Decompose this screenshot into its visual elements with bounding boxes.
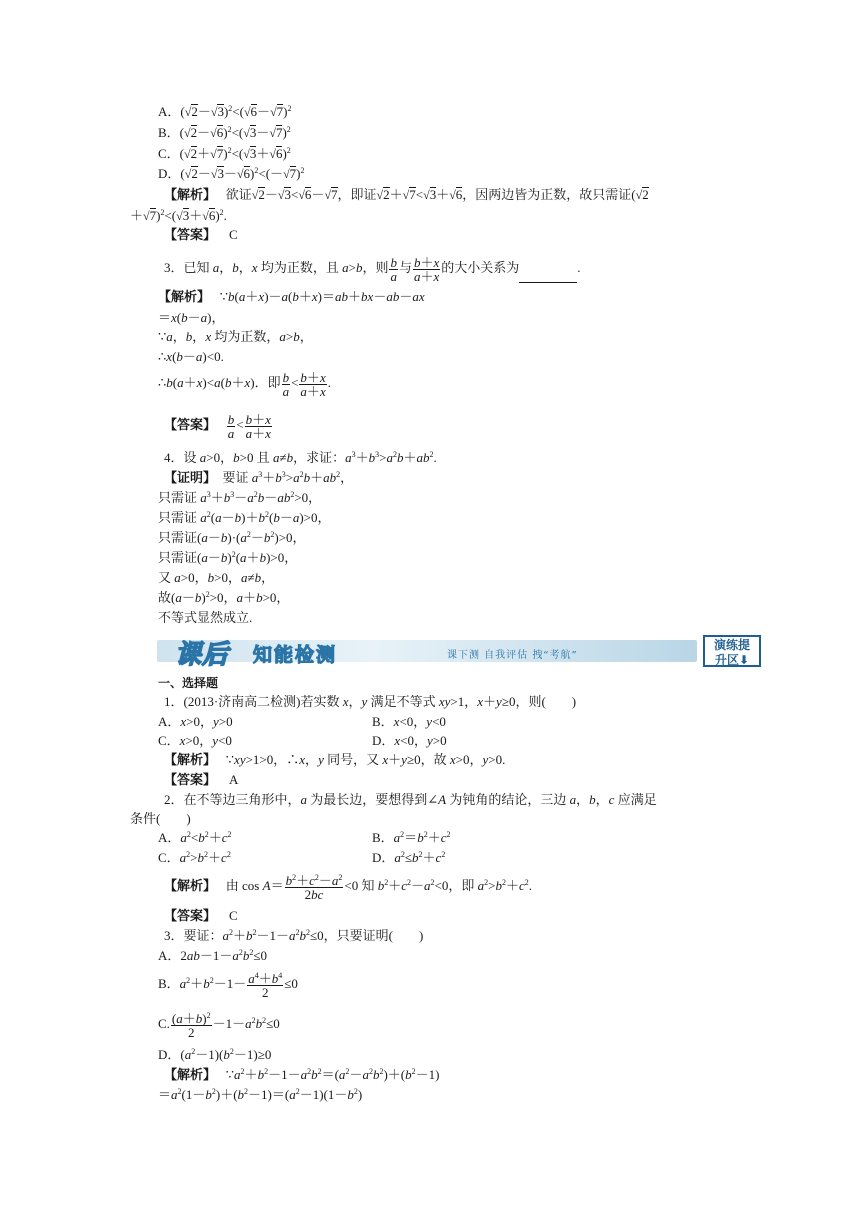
- p3-opt-c: C. $\frac{(a+b)^2}{2}$ $-1-a^2b^2\le 0$: [158, 1010, 280, 1040]
- q3-analysis-3: ∵a，b，x 均为正数，a>b，: [158, 329, 313, 344]
- q3-analysis-5: ∴b(a＋x)<a(b＋x)．即 $\frac{b}{a}$ < $\frac{b+x}{a+x}$ .: [158, 369, 331, 399]
- banner-tag-line1: 演练提: [713, 638, 750, 652]
- p2-opt-b: B．$a^2=b^2+c^2$: [372, 830, 451, 845]
- p2-opt-a: A．$a^2<b^2+c^2$: [158, 830, 232, 845]
- banner-tag-line2: 升区⬇: [714, 653, 750, 667]
- p1-opt-c: C．x>0，y<0: [158, 733, 232, 748]
- banner-tag-box: [703, 635, 761, 667]
- p2-analysis: 【解析】 由 cos A＝ $\frac{b^2+c^2-a^2}{2bc}$ <0 知 $b^2+c^2-a^2<0$，即 $a^2>b^2+c^2$.: [164, 872, 533, 902]
- section-heading: 一、选择题: [158, 676, 219, 690]
- q4-proof-1: 【证明】 要证 $a^3+b^3>a^2b+ab^2$，: [164, 470, 354, 485]
- banner-title-a: 课后: [175, 640, 230, 670]
- q4-stem: 4．设 a>0，b>0 且 a≠b，求证：$a^3+b^3>a^2b+ab^2$.: [164, 450, 437, 465]
- p3-opt-a: A．$2ab-1-a^2b^2\le 0$: [158, 948, 268, 963]
- p1-opt-b: B．x<0，y<0: [372, 714, 446, 729]
- q4-proof-6: 又 a>0，b>0，a≠b，: [158, 570, 275, 585]
- top-answer-value: C: [229, 227, 238, 242]
- p2-opt-d: D．$a^2\le b^2+c^2$: [372, 850, 446, 865]
- option-c: C．$(√2+√7)^2<(√3+√6)^2$: [158, 146, 291, 161]
- q3-answer: 【答案】 $\frac{b}{a}$ < $\frac{b+x}{a+x}$: [164, 411, 271, 441]
- analysis-tag: 【解析】: [164, 187, 217, 202]
- p2-opt-c: C．$a^2>b^2+c^2$: [158, 850, 231, 865]
- q4-proof-5: 只需证$(a-b)^2(a+b)>0$，: [158, 550, 298, 565]
- banner-subtitle: 课下测 自我评估 拽“考航”: [447, 650, 578, 661]
- p2-answer-value: C: [229, 908, 238, 923]
- option-b: B．$(√2-√6)^2<(√3-√7)^2$: [158, 125, 291, 140]
- p1-analysis: 【解析】 ∵xy>1>0，∴x，y 同号，又 x＋y≥0，故 x>0，y>0.: [164, 752, 506, 767]
- p1-opt-d: D．x<0，y>0: [372, 733, 447, 748]
- q3-analysis-4: ∴x(b－a)<0.: [158, 349, 224, 364]
- option-a: A．$(√2-√3)^2<(√6-√7)^2$: [158, 104, 292, 119]
- p2-answer: 【答案】 C: [164, 908, 238, 923]
- p1-answer: 【答案】 A: [164, 772, 239, 787]
- p3-stem: 3．要证：$a^2+b^2-1-a^2b^2\le 0$，只要证明( ): [164, 928, 424, 943]
- top-answer: 【答案】 C: [164, 227, 238, 242]
- q3-analysis-1: 【解析】 ∵b(a＋x)－a(b＋x)＝ab＋bx－ab－ax: [158, 289, 425, 304]
- p2-stem-b: 条件( ): [130, 811, 191, 826]
- section-banner: [157, 634, 765, 670]
- banner-band: [157, 640, 697, 662]
- p3-opt-d: D．$(a^2-1)(b^2-1)\ge 0$: [158, 1047, 272, 1062]
- option-d: D．$(√2-√3-√6)^2<(-√7)^2$: [158, 166, 305, 181]
- q3-stem: 3．已知 a，b，x 均为正数，且 a>b，则 $\frac{b}{a}$ 与 $\frac{b+x}{a+x}$ 的大小关系为 .: [164, 254, 581, 284]
- q3-analysis-2: ＝x(b－a)，: [158, 310, 225, 325]
- p3-opt-b: B．$a^2+b^2-1-$ $\frac{a^4+b^4}{2}$ ≤0: [158, 970, 298, 1000]
- q4-proof-7: 故$(a-b)^2>0$，a＋b>0，: [158, 590, 290, 605]
- q4-proof-4: 只需证$(a-b)\cdot(a^2-b^2)>0$，: [158, 530, 306, 545]
- q4-proof-3: 只需证 $a^2(a-b)+b^2(b-a)>0$，: [158, 510, 331, 525]
- p1-opt-a: A．x>0，y>0: [158, 714, 233, 729]
- top-analysis-line2: $+√7)^2<(√3+√6)^2$.: [130, 208, 227, 223]
- q4-proof-2: 只需证 $a^3+b^3-a^2b-ab^2>0$，: [158, 490, 322, 505]
- p3-analysis-2: $=a^2(1-b^2)+(b^2-1)=(a^2-1)(1-b^2)$: [158, 1087, 363, 1102]
- p2-stem-a: 2．在不等边三角形中，a 为最长边，要想得到∠A 为钝角的结论，三边 a，b，c 应满足: [164, 792, 657, 807]
- q4-proof-8: 不等式显然成立.: [158, 610, 253, 625]
- p3-analysis-1: 【解析】 $\because a^2+b^2-1-a^2b^2=(a^2-a^2b^2)+(b^2-1)$: [164, 1067, 440, 1082]
- banner-title-b: 知能检测: [253, 644, 338, 666]
- p1-stem: 1．(2013·济南高二检测)若实数 x，y 满足不等式 xy>1，x＋y≥0，则( ): [164, 694, 577, 709]
- p1-answer-value: A: [229, 772, 239, 787]
- top-analysis-line1: 【解析】 欲证√2－√3<√6－√7，即证√2＋√7<√3＋√6，因两边皆为正数，故只需证(√2: [164, 187, 649, 202]
